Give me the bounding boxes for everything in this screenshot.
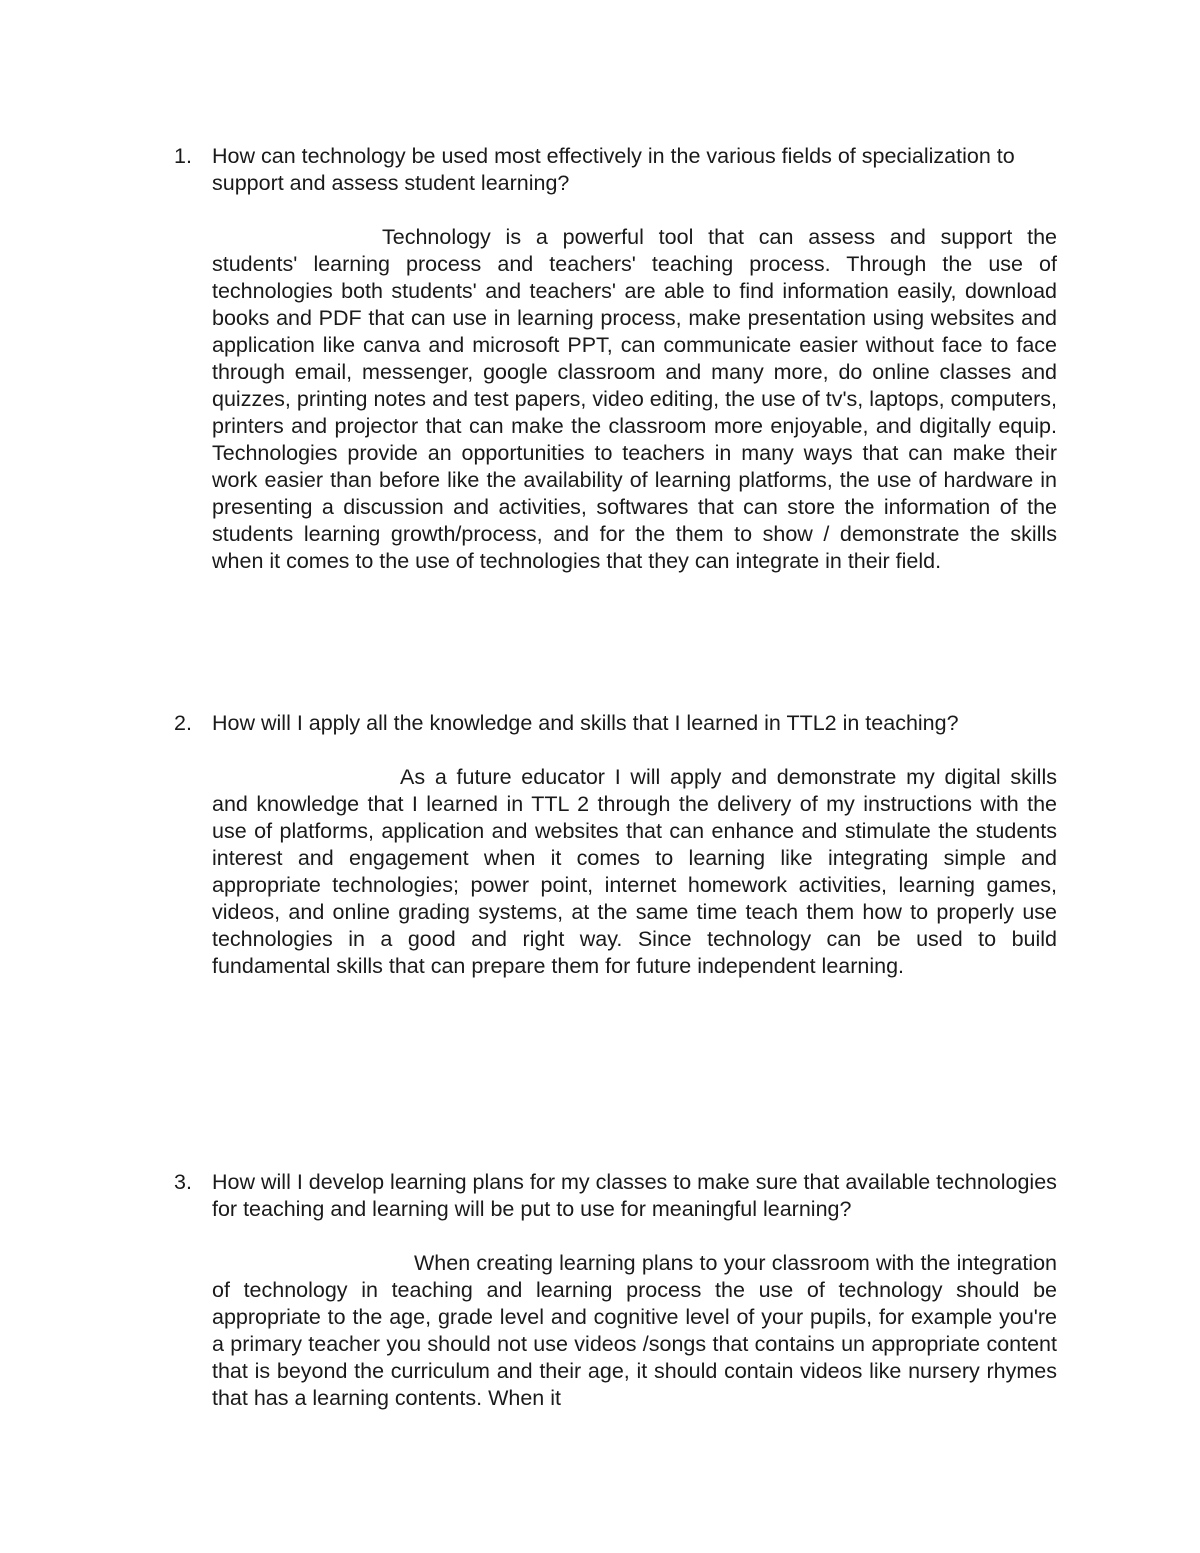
question-text: How can technology be used most effectively in the various fields of specialization to support and assess student learning?: [212, 144, 1015, 195]
question-item-1: [174, 143, 1064, 575]
question-text: How will I develop learning plans for my classes to make sure that available technologies for teaching and learning will be put to use for meaningful learning?: [212, 1170, 1057, 1221]
question-number: 1.: [174, 144, 192, 168]
question-row: [174, 710, 1064, 737]
answer-paragraph: As a future educator I will apply and demonstrate my digital skills and knowledge that I learned in TTL 2 through the delivery of my instructions with the use of platforms, application and websites that can enhance and stimulate the students interest and engagement when it comes to learning like integrating simple and appropriate technologies; power point, internet homework activities, learning games, videos, and online grading systems, at the same time teach them how to properly use technologies in a good and right way. Since technology can be used to build fundamental skills that can prepare them for future independent learning.: [212, 765, 1057, 978]
question-text: How will I apply all the knowledge and skills that I learned in TTL2 in teaching?: [212, 711, 959, 735]
answer-paragraph: When creating learning plans to your classroom with the integration of technology in teaching and learning process the use of technology should be appropriate to the age, grade level and cognitive level of your pupils, for example you're a primary teacher you should not use videos /songs that contains un appropriate content that is beyond the curriculum and their age, it should contain videos like nursery rhymes that has a learning contents. When it: [212, 1251, 1057, 1410]
question-item-2: [174, 710, 1064, 980]
question-item-3: [174, 1169, 1064, 1412]
question-row: [174, 1169, 1064, 1223]
answer-paragraph: Technology is a powerful tool that can assess and support the students' learning process and teachers' teaching process. Through the use of technologies both students' and teachers' are able to find information easily, download books and PDF that can use in learning process, make presentation using websites and application like canva and microsoft PPT, can communicate easier without face to face through email, messenger, google classroom and many more, do online classes and quizzes, printing notes and test papers, video editing, the use of tv's, laptops, computers, printers and projector that can make the classroom more enjoyable, and digitally equip. Technologies provide an opportunities to teachers in many ways that can make their work easier than before like the availability of learning platforms, the use of hardware in presenting a discussion and activities, softwares that can store the information of the students learning growth/process, and for the them to show / demonstrate the skills when it comes to the use of technologies that they can integrate in their field.: [212, 225, 1057, 573]
question-number: 2.: [174, 711, 192, 735]
question-number: 3.: [174, 1170, 192, 1194]
question-row: [174, 143, 1064, 197]
